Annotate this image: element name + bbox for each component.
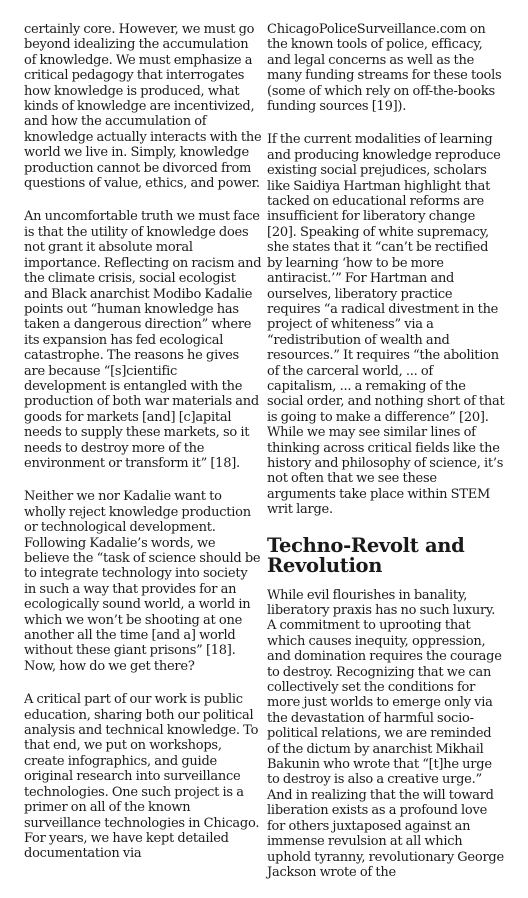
left-column bbox=[24, 18, 262, 880]
paragraph-surveillance-site: ChicagoPoliceSurveillance.com on the known tools of police, efficacy, and legal concerns as well as the many funding streams for these tools (some of which rely on off-the-books funding sources [19]). bbox=[267, 22, 502, 115]
section-heading: Techno-Revolt and Revolution bbox=[267, 533, 465, 577]
paragraph-hartman: If the current modalities of learning and producing knowledge reproduce existing social prejudices, scholars like Saidiya Hartman highlight that tacked on educational reforms are insufficient for liberatory change [20]. Speaking of white supremacy, she states that it “can’t be rectified by learning ‘how to be more antiracist.’” For Hartman and ourselves, liberatory practice requires “a radical divestment in the project of whiteness” via a “redistribution of wealth and resources.” It requires “the abolition of the carceral world, ... of capitalism, ... a remaking of the social order, and nothing short of that is going to make a difference” [20]. While we may see similar lines of thinking across critical fields like the history and philosophy of science, it’s not often that we see these arguments take place within STEM writ large. bbox=[267, 132, 505, 518]
right-column bbox=[267, 18, 505, 898]
paragraph-kadalie-knowledge: An uncomfortable truth we must face is that the utility of knowledge does not grant it absolute moral importance. Reflecting on racism and the climate crisis, social ecologist and Black anarchist Modibo Kadalie points out “human knowledge has taken a dangerous direction” where its expansion has fed ecological catastrophe. The reasons he gives are because “[s]cientific development is entangled with the production of both war materials and goods for markets [and] [c]apital needs to supply these markets, so it needs to destroy more of the environment or transform it” [18]. bbox=[24, 209, 262, 471]
paragraph-knowledge-critique: certainly core. However, we must go beyond idealizing the accumulation of knowledge. We must emphasize a critical pedagogy that interrogates how knowledge is produced, what kinds of knowledge are incentivized, and how the accumulation of knowledge actually interacts with the world we live in. Simply, knowledge production cannot be divorced from questions of value, ethics, and power. bbox=[24, 22, 262, 192]
paragraph-kadalie-science: Neither we nor Kadalie want to wholly reject knowledge production or technological development. Following Kadalie’s words, we believe the “task of science should be to integrate technology into society in such a way that provides for an ecologically sound world, a world in which we won’t be shooting at one another all the time [and a] world without these giant prisons” [18]. Now, how do we get there? bbox=[24, 489, 261, 674]
paragraph-liberatory-praxis: While evil flourishes in banality, liberatory praxis has no such luxury. A commitment to uprooting that which causes inequity, oppression, and domination requires the courage to destroy. Recognizing that we can collectively set the conditions for more just worlds to emerge only via the devastation of harmful socio-political relations, we are reminded of the dictum by anarchist Mikhail Bakunin who wrote that “[t]he urge to destroy is also a creative urge.” And in realizing that the will toward liberation exists as a profound love for others juxtaposed against an immense revulsion at all which uphold tyranny, revolutionary George Jackson wrote of the bbox=[267, 587, 504, 880]
paragraph-public-education: A critical part of our work is public education, sharing both our political analysis and technical knowledge. To that end, we put on workshops, create infographics, and guide original research into surveillance technologies. One such project is a primer on all of the known surveillance technologies in Chicago. For years, we have kept detailed documentation via bbox=[24, 692, 260, 862]
